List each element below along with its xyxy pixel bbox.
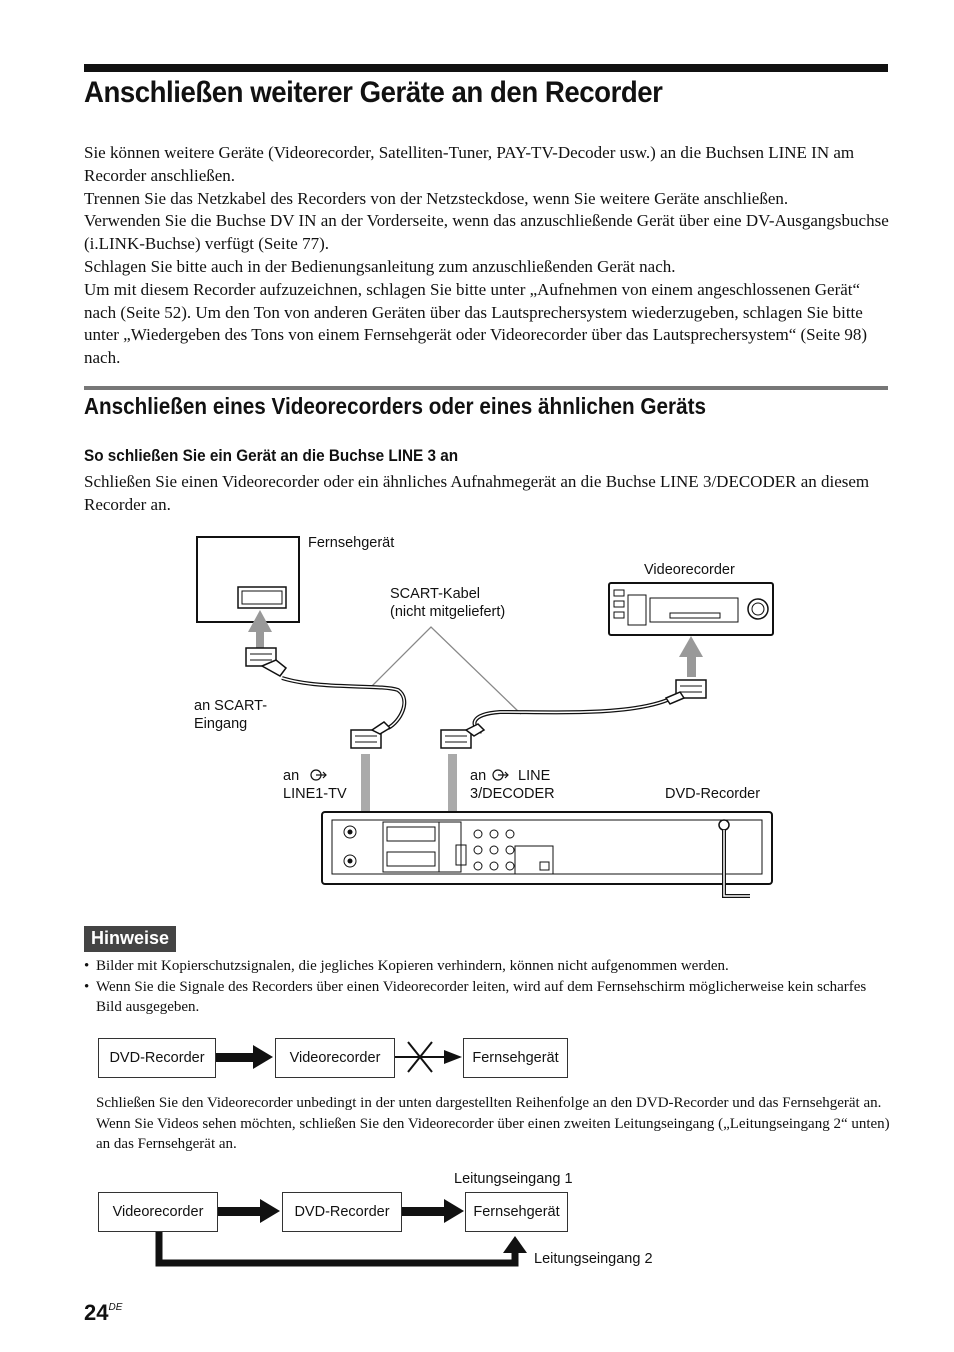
section-title: Anschließen eines Videorecorders oder eines ähnlichen Geräts <box>84 393 707 419</box>
flow1-tv: Fernsehgerät <box>463 1038 568 1078</box>
list-item: • Wenn Sie die Signale des Recorders über einen Videorecorder leiten, wird auf dem Fernsehschirm möglicherweise kein scharfes Bild ausgegeben. <box>84 977 894 1018</box>
list-item: • Bilder mit Kopierschutzsignalen, die jegliches Kopieren verhindern, können nicht aufgenommen werden. <box>84 956 894 977</box>
subsection-text: Schließen Sie einen Videorecorder oder ein ähnliches Aufnahmegerät an die Buchse LINE 3/DECODER an diesem Recorder an. <box>84 472 870 514</box>
cable-label-note: (nicht mitgeliefert) <box>390 604 506 620</box>
intro-paragraph: Trennen Sie das Netzkabel des Recorders von der Netzsteckdose, wenn Sie weitere Geräte anschließen. <box>84 188 789 208</box>
line1-prefix: an <box>283 768 300 784</box>
intro-paragraph: Um mit diesem Recorder aufzuzeichnen, schlagen Sie bitte unter „Aufnehmen von einem angeschlossenen Gerät“ nach (Seite 52). Um den Ton von anderen Geräten über das Lautsprechersystem wiederzugeben, schlagen Sie bitte unter „Wiedergeben des Tons von einem Fernsehgerät oder Videorecorder über das Lautsprechersystem“ (Seite 98) nach. <box>84 279 868 368</box>
intro-paragraph: Sie können weitere Geräte (Videorecorder, Satelliten-Tuner, PAY-TV-Decoder usw.) an die Buchsen LINE IN am Recorder anschließen. <box>84 143 855 185</box>
flow2-dvd-recorder: DVD-Recorder <box>282 1192 402 1232</box>
line-input-2-label: Leitungseingang 2 <box>534 1251 653 1267</box>
line-input-1-label: Leitungseingang 1 <box>454 1171 573 1187</box>
scart-input-label-2: Eingang <box>194 716 248 732</box>
dvd-recorder-label: DVD-Recorder <box>665 786 761 802</box>
notes-heading: Hinweise <box>84 926 176 952</box>
flow2-tv: Fernsehgerät <box>465 1192 568 1232</box>
line3-label: LINE <box>518 768 551 784</box>
flow1-vcr: Videorecorder <box>275 1038 395 1078</box>
vcr-label: Videorecorder <box>644 562 735 578</box>
line3-prefix: an <box>470 768 487 784</box>
subsection-title: So schließen Sie ein Gerät an die Buchse LINE 3 an <box>84 446 459 465</box>
line1-label: LINE1-TV <box>283 786 347 802</box>
tv-label: Fernsehgerät <box>308 535 395 551</box>
cable-label: SCART-Kabel <box>390 586 480 602</box>
flow1-dvd-recorder: DVD-Recorder <box>98 1038 216 1078</box>
page-suffix: DE <box>108 1302 123 1313</box>
order-note: Schließen Sie den Videorecorder unbedingt in der unten dargestellten Reihenfolge an den DVD-Recorder und das Fernsehgerät an. Wenn Sie Videos sehen möchten, schließen Sie den Videorecorder über einen zweiten Leitungseingang („Leitungseingang 2“ unten) an das Fernsehgerät an. <box>96 1095 890 1153</box>
intro-paragraph: Verwenden Sie die Buchse DV IN an der Vorderseite, wenn das anzuschließende Gerät über eine DV-Ausgangsbuchse (i.LINK-Buchse) verfügt (Seite 77). <box>84 211 889 254</box>
line3-label-2: 3/DECODER <box>470 786 555 802</box>
intro-paragraph: Schlagen Sie bitte auch in der Bedienungsanleitung zum anzuschließenden Gerät nach. <box>84 256 676 276</box>
flow2-vcr: Videorecorder <box>98 1192 218 1232</box>
scart-input-label: an SCART- <box>194 698 268 714</box>
page-title: Anschließen weiterer Geräte an den Recorder <box>84 76 663 109</box>
page-number: 24DE <box>84 1300 123 1325</box>
